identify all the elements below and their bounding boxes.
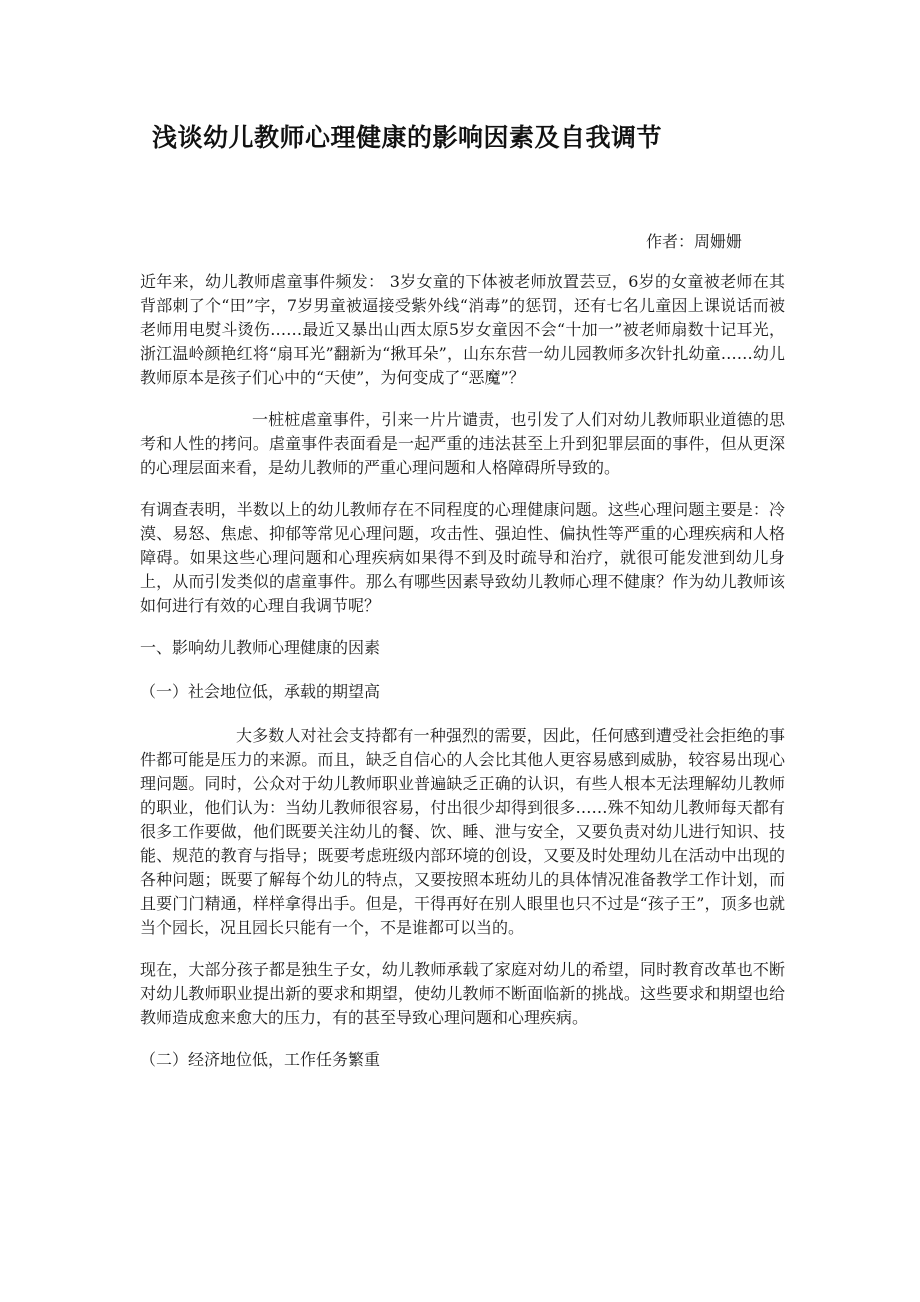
document-body xyxy=(140,270,785,1092)
section-heading-1: 一、影响幼儿教师心理健康的因素 xyxy=(140,638,381,657)
subsection-heading-2: （二）经济地位低，工作任务繁重 xyxy=(140,1050,381,1069)
paragraph-social-status: 大多数人对社会支持都有一种强烈的需要，因此，任何感到遭受社会拒绝的事件都可能是压力的来源。而且，缺乏自信心的人会比其他人更容易感到威胁，较容易出现心理问题。同时，公众对于幼儿教师职业普遍缺乏正确的认识，有些人根本无法理解幼儿教师的职业，他们认为：当幼儿教师很容易，付出很少却得到很多……殊不知幼儿教师每天都有很多工作要做，他们既要关注幼儿的餐、饮、睡、泄与安全，又要负责对幼儿进行知识、技能、规范的教育与指导；既要考虑班级内部环境的创设，又要及时处理幼儿在活动中出现的各种问题；既要了解每个幼儿的特点，又要按照本班幼儿的具体情况准备教学工作计划，而且要门门精通，样样拿得出手。但是，干得再好在别人眼里也只不过是“孩子王”，顶多也就当个园长，况且园长只能有一个，不是谁都可以当的。 xyxy=(140,726,785,937)
document-author: 作者：周姗姗 xyxy=(646,232,743,251)
paragraph-expectations: 现在，大部分孩子都是独生子女，幼儿教师承载了家庭对幼儿的希望，同时教育改革也不断对幼儿教师职业提出新的要求和期望，使幼儿教师不断面临新的挑战。这些要求和期望也给教师造成愈来愈大的压力，有的甚至导致心理问题和心理疾病。 xyxy=(140,960,785,1027)
paragraph-intro: 近年来，幼儿教师虐童事件频发： 3岁女童的下体被老师放置芸豆，6岁的女童被老师在其背部刺了个“田”字，7岁男童被逼接受紫外线“消毒”的惩罚，还有七名儿童因上课说话而被老师用电熨斗烫伤……最近又暴出山西太原5岁女童因不会“十加一”被老师扇数十记耳光，浙江温岭颜艳红将“扇耳光”翻新为“揪耳朵”，山东东营一幼儿园教师多次针扎幼童……幼儿教师原本是孩子们心中的“天使”，为何变成了“恶魔”？ xyxy=(140,272,785,387)
paragraph-reflection: 一桩桩虐童事件，引来一片片谴责，也引发了人们对幼儿教师职业道德的思考和人性的拷问。虐童事件表面看是一起严重的违法甚至上升到犯罪层面的事件，但从更深的心理层面来看，是幼儿教师的严重心理问题和人格障碍所导致的。 xyxy=(140,410,785,477)
subsection-heading-1: （一）社会地位低，承载的期望高 xyxy=(140,682,381,701)
document-title: 浅谈幼儿教师心理健康的影响因素及自我调节 xyxy=(152,123,663,152)
paragraph-survey: 有调查表明，半数以上的幼儿教师存在不同程度的心理健康问题。这些心理问题主要是：冷漠、易怒、焦虑、抑郁等常见心理问题，攻击性、强迫性、偏执性等严重的心理疾病和人格障碍。如果这些心理问题和心理疾病如果得不到及时疏导和治疗，就很可能发泄到幼儿身上，从而引发类似的虐童事件。那么有哪些因素导致幼儿教师心理不健康？作为幼儿教师该如何进行有效的心理自我调节呢？ xyxy=(140,500,785,615)
